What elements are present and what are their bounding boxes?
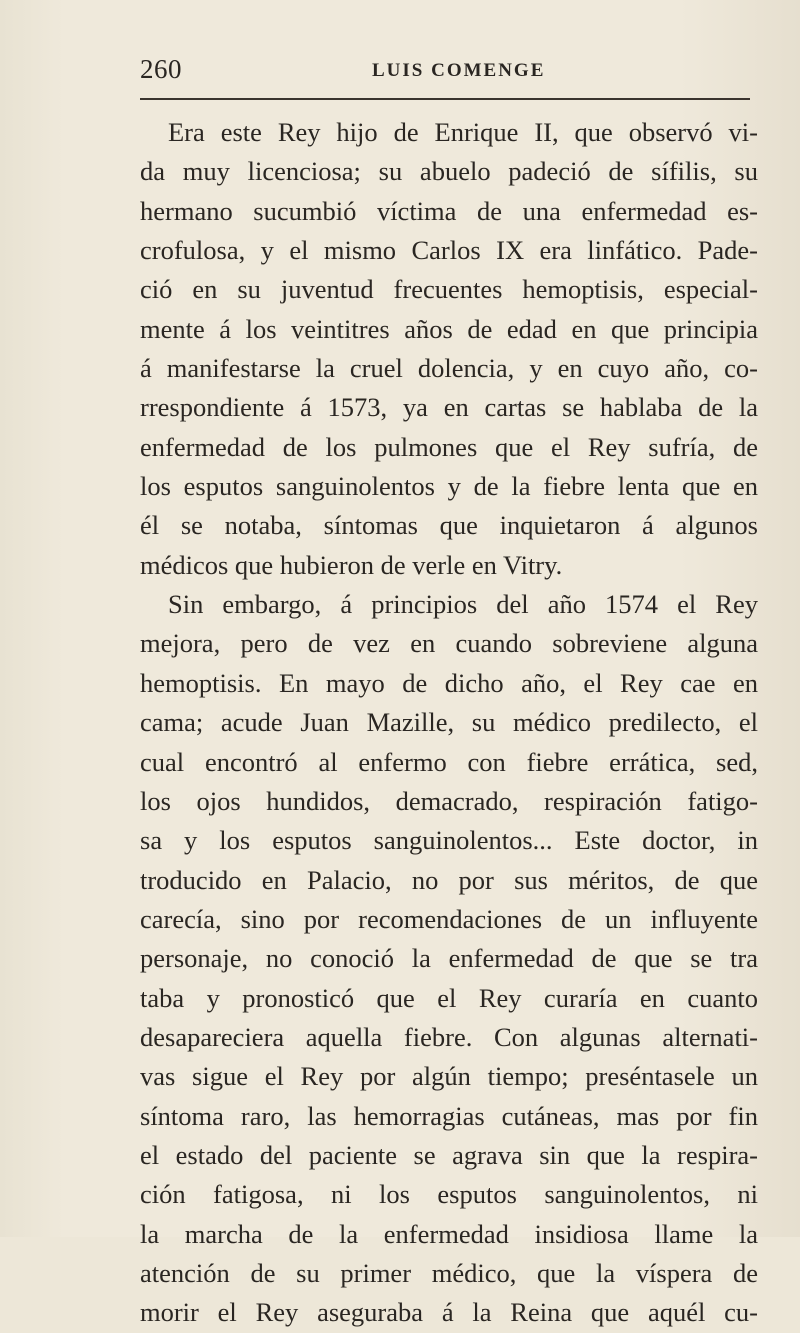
text-line: rrespondiente á 1573, ya en cartas se hablaba de la — [140, 392, 758, 423]
running-head: LUIS COMENGE — [372, 60, 546, 81]
text-line: la marcha de la enfermedad insidiosa llame la — [140, 1218, 758, 1249]
text-line: los ojos hundidos, demacrado, respiración fatigo- — [140, 785, 758, 816]
text-line: troducido en Palacio, no por sus méritos, de que — [140, 864, 758, 895]
text-line: da muy licenciosa; su abuelo padeció de sífilis, su — [140, 156, 758, 187]
text-line: morir el Rey aseguraba á la Reina que aquél cu- — [140, 1297, 758, 1328]
text-line: Sin embargo, á principios del año 1574 el Rey — [168, 589, 758, 620]
text-line: ción fatigosa, ni los esputos sanguinolentos, ni — [140, 1179, 758, 1210]
text-line: mejora, pero de vez en cuando sobreviene alguna — [140, 628, 758, 659]
text-line: médicos que hubieron de verle en Vitry. — [140, 549, 563, 580]
page-header — [140, 50, 750, 90]
text-line: el estado del paciente se agrava sin que la respira- — [140, 1139, 758, 1170]
text-line: Era este Rey hijo de Enrique II, que observó vi- — [168, 117, 758, 147]
text-line: taba y pronosticó que el Rey curaría en cuanto — [140, 982, 758, 1013]
text-line: carecía, sino por recomendaciones de un influyente — [140, 903, 758, 934]
text-line: crofulosa, y el mismo Carlos IX era linfático. Pade- — [140, 235, 758, 266]
text-line: ció en su juventud frecuentes hemoptisis, especial- — [140, 274, 758, 305]
text-line: vas sigue el Rey por algún tiempo; preséntasele un — [140, 1061, 758, 1092]
text-line: sa y los esputos sanguinolentos... Este doctor, in — [140, 825, 758, 856]
text-line: los esputos sanguinolentos y de la fiebre lenta que en — [140, 471, 758, 502]
text-line: enfermedad de los pulmones que el Rey sufría, de — [140, 431, 758, 462]
text-line: mente á los veintitres años de edad en que principia — [140, 313, 758, 344]
text-line: desapareciera aquella fiebre. Con algunas alternati- — [140, 1021, 758, 1052]
text-line: síntoma raro, las hemorragias cutáneas, mas por fin — [140, 1100, 758, 1131]
text-line: atención de su primer médico, que la víspera de — [140, 1257, 758, 1288]
text-line: cual encontró al enfermo con fiebre errática, sed, — [140, 746, 758, 777]
text-line: cama; acude Juan Mazille, su médico predilecto, el — [140, 707, 758, 738]
text-line: hemoptisis. En mayo de dicho año, el Rey cae en — [140, 667, 758, 698]
text-line: á manifestarse la cruel dolencia, y en cuyo año, co- — [140, 353, 758, 384]
header-rule — [140, 98, 750, 100]
text-line: él se notaba, síntomas que inquietaron á algunos — [140, 510, 758, 541]
body-text — [140, 113, 758, 1333]
text-line: hermano sucumbió víctima de una enfermedad es- — [140, 195, 758, 226]
page-number: 260 — [140, 54, 182, 84]
text-line: personaje, no conoció la enfermedad de que se tra — [140, 943, 758, 974]
